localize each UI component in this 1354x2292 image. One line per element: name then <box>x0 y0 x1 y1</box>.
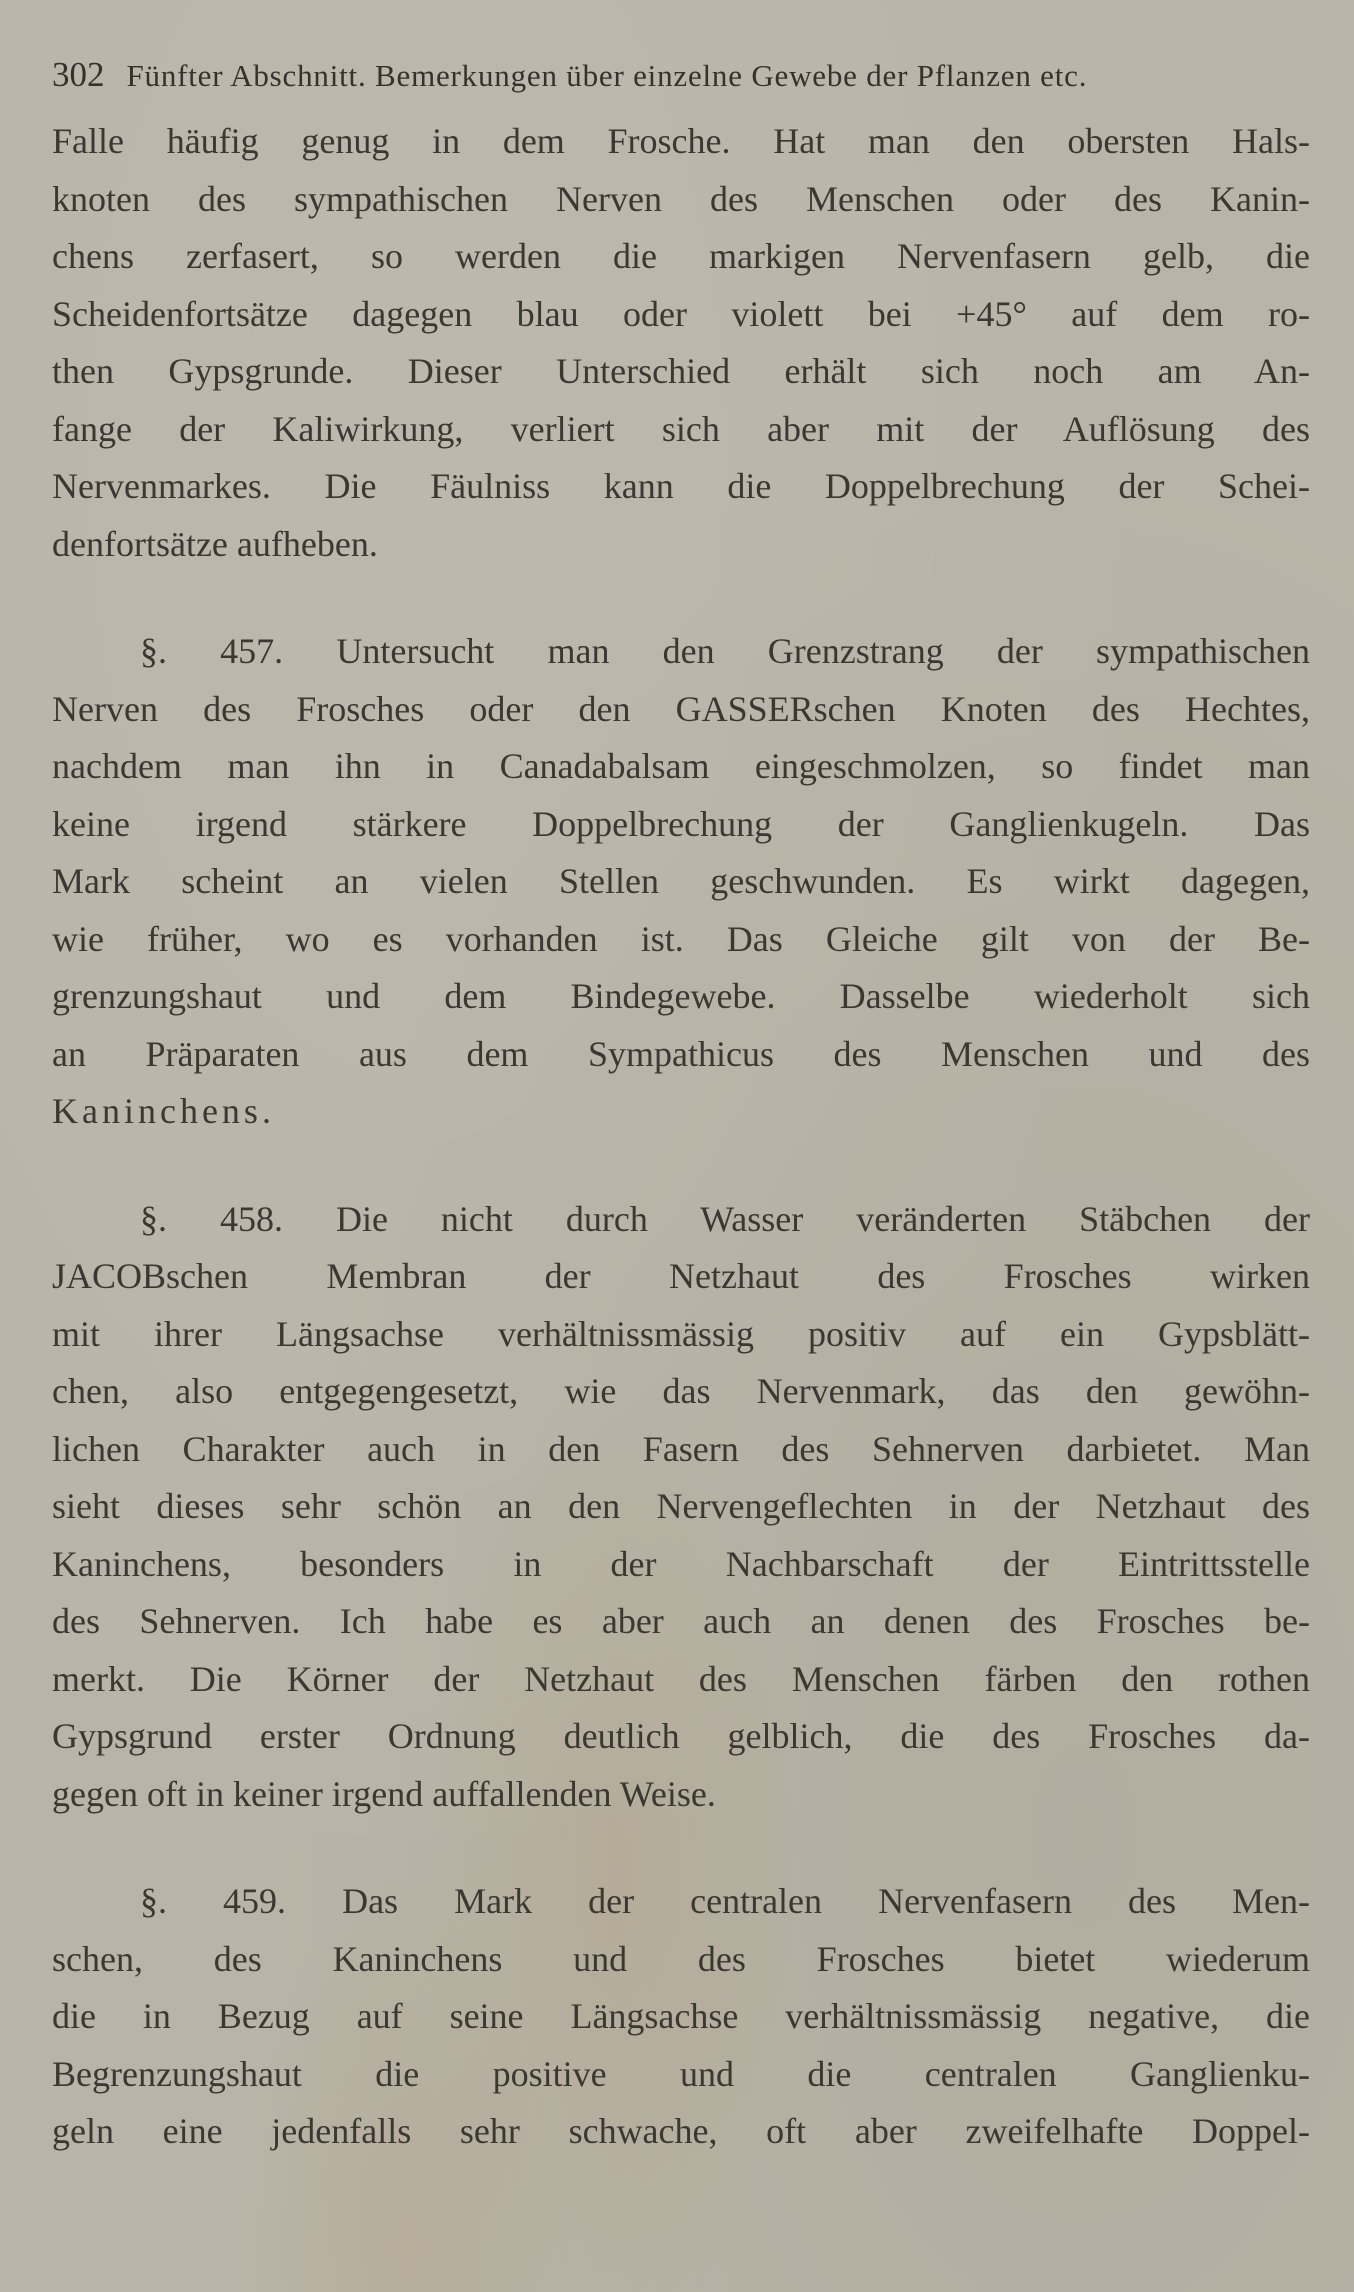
text-line: lichen Charakter auch in den Fasern des Sehnerven darbietet. Man <box>52 1428 1310 1469</box>
text-line: wie früher, wo es vorhanden ist. Das Gleiche gilt von der Be- <box>52 918 1310 959</box>
text-line: die in Bezug auf seine Längsachse verhältnissmässig negative, die <box>52 1996 1310 2036</box>
paragraph-section-458 <box>52 1191 1310 1824</box>
text-line: keine irgend stärkere Doppelbrechung der Ganglienkugeln. Das <box>52 803 1310 844</box>
text-line: chen, also entgegengesetzt, wie das Nervenmark, das den gewöhn- <box>52 1371 1310 1411</box>
text-line: grenzungshaut und dem Bindegewebe. Dasselbe wiederholt sich <box>52 976 1310 1016</box>
text-line: Kaninchens. <box>52 1091 275 1131</box>
text-line: des Sehnerven. Ich habe es aber auch an denen des Frosches be- <box>52 1601 1310 1641</box>
text-line: JACOBschen Membran der Netzhaut des Frosches wirken <box>52 1256 1310 1296</box>
running-title: Fünfter Abschnitt. Bemerkungen über einzelne Gewebe der Pflanzen etc. <box>126 58 1088 93</box>
text-line: mit ihrer Längsachse verhältnissmässig positiv auf ein Gypsblätt- <box>52 1313 1310 1354</box>
text-line: an Präparaten aus dem Sympathicus des Menschen und des <box>52 1033 1310 1074</box>
text-line: nachdem man ihn in Canadabalsam eingeschmolzen, so findet man <box>52 746 1310 786</box>
text-line: denfortsätze aufheben. <box>52 523 378 564</box>
text-line: §. 457. Untersucht man den Grenzstrang der sympathischen <box>140 631 1310 671</box>
text-line: Mark scheint an vielen Stellen geschwunden. Es wirkt dagegen, <box>52 861 1310 901</box>
text-line: Nervenmarkes. Die Fäulniss kann die Doppelbrechung der Schei- <box>52 466 1310 506</box>
text-line: geln eine jedenfalls sehr schwache, oft aber zweifelhafte Doppel- <box>52 2111 1310 2151</box>
text-line: gegen oft in keiner irgend auffallenden Weise. <box>52 1773 716 1814</box>
text-line: knoten des sympathischen Nerven des Menschen oder des Kanin- <box>52 178 1310 219</box>
text-line: Falle häufig genug in dem Frosche. Hat man den obersten Hals- <box>52 121 1310 161</box>
text-line: §. 459. Das Mark der centralen Nervenfasern des Men- <box>140 1881 1310 1921</box>
page-number: 302 <box>52 55 105 94</box>
text-line: §. 458. Die nicht durch Wasser veränderten Stäbchen der <box>140 1198 1310 1239</box>
text-line: then Gypsgrunde. Dieser Unterschied erhält sich noch am An- <box>52 351 1310 391</box>
text-line: Kaninchens, besonders in der Nachbarschaft der Eintrittsstelle <box>52 1543 1310 1584</box>
paragraph-continuation <box>52 113 1310 573</box>
paragraph-section-457 <box>52 623 1310 1141</box>
text-line: Gypsgrund erster Ordnung deutlich gelblich, die des Frosches da- <box>52 1716 1310 1756</box>
running-head <box>52 55 1310 99</box>
text-line: Scheidenfortsätze dagegen blau oder violett bei +45° auf dem ro- <box>52 293 1310 334</box>
text-line: schen, des Kaninchens und des Frosches bietet wiederum <box>52 1938 1310 1979</box>
text-line: Begrenzungshaut die positive und die centralen Ganglienku- <box>52 2053 1310 2094</box>
text-line: fange der Kaliwirkung, verliert sich aber mit der Auflösung des <box>52 408 1310 449</box>
text-line: sieht dieses sehr schön an den Nervengeflechten in der Netzhaut des <box>52 1486 1310 1526</box>
book-page <box>52 55 1310 2161</box>
paragraph-section-459 <box>52 1873 1310 2161</box>
text-line: Nerven des Frosches oder den GASSERschen Knoten des Hechtes, <box>52 688 1310 729</box>
text-line: merkt. Die Körner der Netzhaut des Menschen färben den rothen <box>52 1658 1310 1699</box>
text-line: chens zerfasert, so werden die markigen Nervenfasern gelb, die <box>52 236 1310 276</box>
